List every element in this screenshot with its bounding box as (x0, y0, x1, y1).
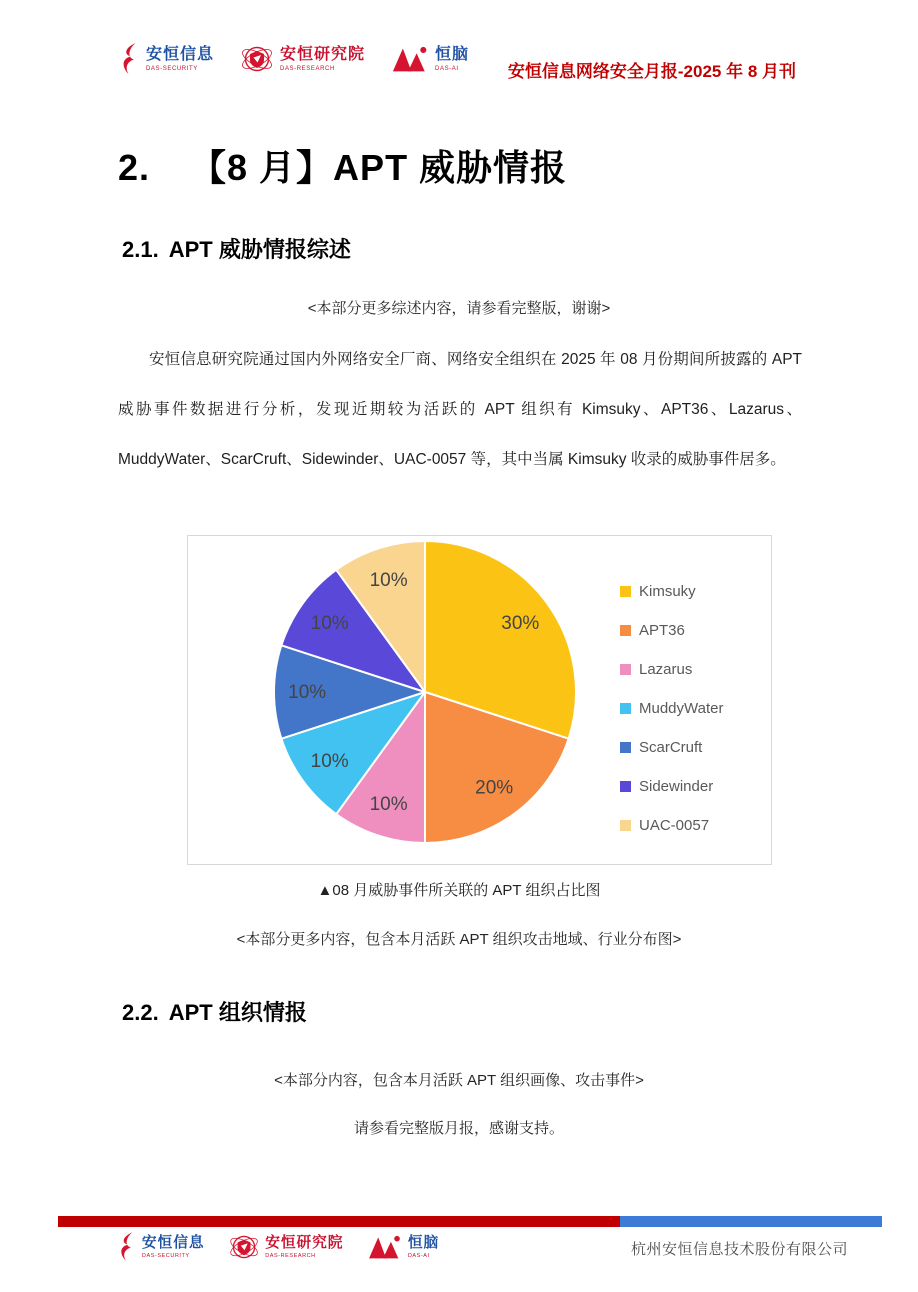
legend-swatch (620, 664, 631, 675)
legend-swatch (620, 703, 631, 714)
summary-paragraph: 安恒信息研究院通过国内外网络安全厂商、网络安全组织在 2025 年 08 月份期间所披露的 APT 威胁事件数据进行分析，发现近期较为活跃的 APT 组织有 Kimsuky、APT36、Lazarus、MuddyWater、ScarCruft、Sidewinder、UAC-0057 等，其中当属 Kimsuky 收录的威胁事件居多。 (118, 351, 802, 468)
das-ai-wordmark: 恒脑 (435, 45, 470, 63)
legend-label: Kimsuky (639, 583, 696, 600)
das-security-wordmark: 安恒信息 (141, 1234, 205, 1251)
das-security-swoosh-icon (118, 1232, 136, 1261)
das-research-emblem-icon (240, 42, 274, 76)
legend-item-sidewinder (620, 778, 723, 795)
header-logo-row (120, 42, 469, 76)
footer-company-name: 杭州安恒信息技术股份有限公司 (630, 1241, 848, 1258)
pie-slice-label: 10% (369, 794, 408, 815)
pie-slice-label: 30% (501, 612, 540, 634)
legend-item-apt36 (620, 622, 723, 639)
das-ai-wordmark: 恒脑 (407, 1234, 440, 1251)
legend-item-lazarus (620, 661, 723, 678)
das-research-logo (240, 42, 365, 76)
full-version-note: 请参看完整版月报，感谢支持。 (353, 1120, 564, 1137)
footer-bar-red-segment (58, 1216, 620, 1227)
legend-item-kimsuky (620, 583, 723, 600)
das-research-subtitle: DAS-RESEARCH (265, 1252, 316, 1259)
chart-legend (620, 583, 723, 834)
legend-label: UAC-0057 (639, 817, 710, 834)
legend-item-uac-0057 (620, 817, 723, 834)
section-2-2-heading (122, 996, 307, 1027)
das-research-wordmark: 安恒研究院 (280, 45, 366, 63)
section-2-1-title: APT 威胁情报综述 (168, 237, 351, 262)
das-security-wordmark: 安恒信息 (146, 45, 215, 63)
das-ai-subtitle: DAS-AI (435, 65, 459, 72)
das-ai-logo (367, 1233, 439, 1261)
das-research-logo (228, 1231, 343, 1262)
legend-item-muddywater (620, 700, 723, 717)
legend-swatch (620, 820, 631, 831)
legend-label: Sidewinder (639, 778, 714, 795)
das-security-subtitle: DAS-SECURITY (141, 1252, 190, 1259)
footer-divider-bar (58, 1216, 882, 1227)
pie-slice-label: 10% (310, 612, 349, 634)
section-2-title: 【8 月】APT 威胁情报 (190, 147, 568, 188)
das-research-subtitle: DAS-RESEARCH (280, 65, 335, 72)
legend-label: ScarCruft (639, 739, 703, 756)
section-2-2-title: APT 组织情报 (168, 1000, 307, 1025)
das-security-swoosh-icon (120, 43, 140, 75)
legend-swatch (620, 781, 631, 792)
das-ai-subtitle: DAS-AI (407, 1252, 430, 1259)
pie-slice-label: 10% (288, 682, 327, 703)
das-research-wordmark: 安恒研究院 (265, 1234, 344, 1251)
summary-placeholder-note: <本部分更多综述内容，请参看完整版，谢谢> (307, 300, 611, 317)
legend-swatch (620, 586, 631, 597)
report-edition-title: 安恒信息网络安全月报-2025 年 8 月刊 (507, 62, 796, 81)
das-security-logo (120, 43, 214, 75)
pie-slice-label: 10% (310, 751, 349, 773)
section-2-2-number: 2.2. (122, 1000, 159, 1025)
chart-caption: ▲08 月威胁事件所关联的 APT 组织占比图 (317, 882, 601, 899)
org-intel-placeholder-note: <本部分内容，包含本月活跃 APT 组织画像、攻击事件> (274, 1072, 644, 1089)
das-security-logo (118, 1232, 204, 1261)
legend-label: APT36 (639, 622, 685, 639)
apt-share-pie-chart (187, 535, 772, 865)
more-content-note: <本部分更多内容，包含本月活跃 APT 组织攻击地域、行业分布图> (236, 931, 682, 948)
section-2-number: 2. (118, 147, 151, 188)
footer-logo-row (118, 1231, 439, 1262)
pie-slice-label: 10% (369, 570, 408, 591)
section-2-heading (118, 140, 567, 191)
legend-swatch (620, 742, 631, 753)
das-research-emblem-icon (228, 1231, 259, 1262)
legend-swatch (620, 625, 631, 636)
legend-label: MuddyWater (639, 700, 724, 717)
section-2-1-heading (122, 233, 351, 264)
das-security-subtitle: DAS-SECURITY (146, 65, 198, 72)
das-ai-peaks-icon (391, 44, 429, 74)
legend-item-scarcruft (620, 739, 723, 756)
pie-slice-label: 20% (475, 777, 514, 799)
section-2-1-number: 2.1. (122, 237, 159, 262)
legend-label: Lazarus (639, 661, 693, 678)
footer-bar-blue-segment (620, 1216, 882, 1227)
das-ai-logo (391, 44, 469, 74)
das-ai-peaks-icon (367, 1233, 402, 1261)
